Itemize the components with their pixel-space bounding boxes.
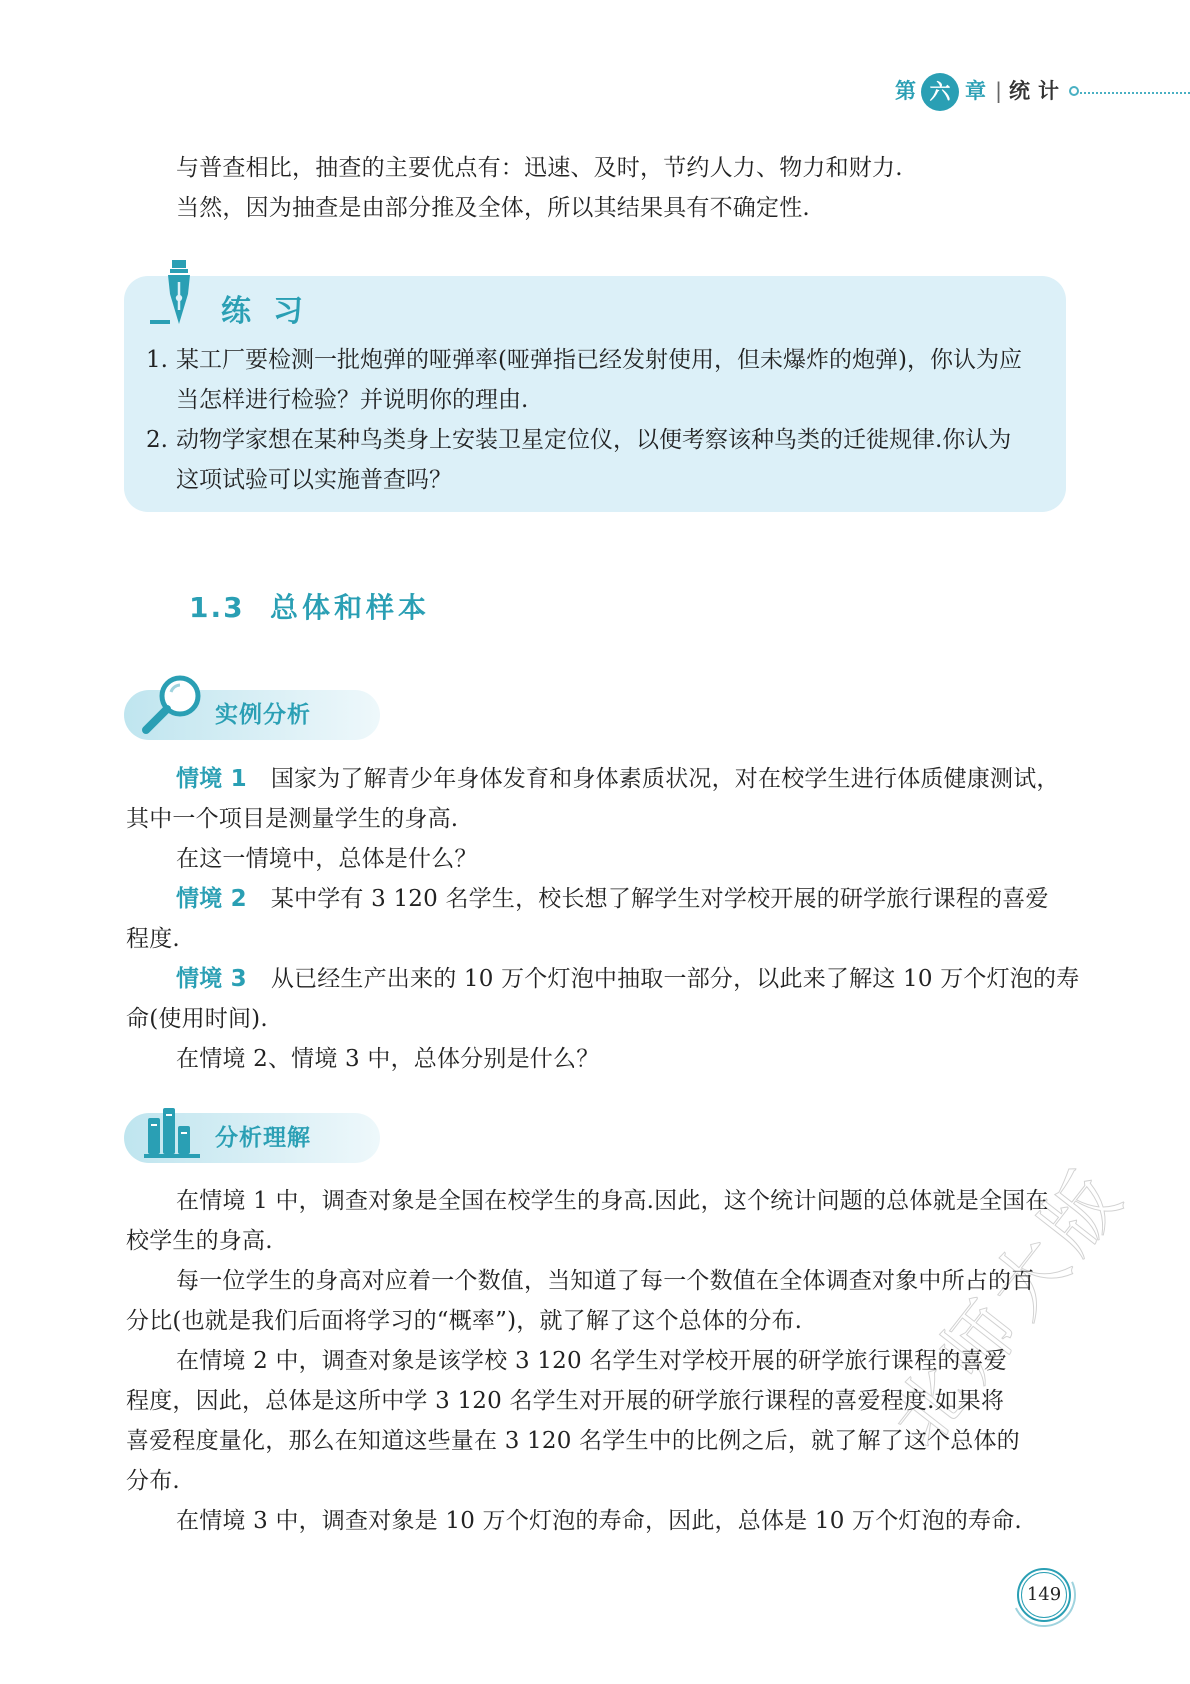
situation-2-line-2: 程度. <box>126 926 180 952</box>
chapter-label-prefix: 第 <box>895 79 916 103</box>
magnifier-icon <box>138 670 208 740</box>
situation-1-line-2: 其中一个项目是测量学生的身高. <box>126 806 459 832</box>
analysis-label: 分析理解 <box>215 1125 311 1151</box>
header-dotted-rule <box>1080 92 1190 94</box>
chapter-title: 统计 <box>1009 79 1067 103</box>
analysis-p1-line-1: 在情境 1 中，调查对象是全国在校学生的身高.因此，这个统计问题的总体就是全国在 <box>176 1188 1049 1214</box>
chapter-number-badge: 六 <box>921 73 959 111</box>
analysis-p3-line-2: 程度，因此，总体是这所中学 3 120 名学生对开展的研学旅行课程的喜爱程度.如果将 <box>126 1388 1005 1414</box>
question-2: 在情境 2、情境 3 中，总体分别是什么？ <box>176 1046 600 1072</box>
fountain-pen-icon <box>148 258 208 330</box>
header-dot-icon <box>1069 86 1079 96</box>
exercise-item-1-line-1: 某工厂要检测一批炮弹的哑弹率(哑弹指已经发射使用，但未爆炸的炮弹)，你认为应 <box>176 347 1022 373</box>
situation-1-label: 情境 1 <box>176 766 247 792</box>
exercise-item-2-line-1: 动物学家想在某种鸟类身上安装卫星定位仪，以便考察该种鸟类的迁徙规律.你认为 <box>176 427 1012 453</box>
books-icon <box>144 1104 204 1160</box>
exercise-item-1-number: 1. <box>146 347 168 373</box>
analysis-p3-line-1: 在情境 2 中，调查对象是该学校 3 120 名学生对学校开展的研学旅行课程的喜爱 <box>176 1348 1007 1374</box>
intro-line-1: 与普查相比，抽查的主要优点有：迅速、及时，节约人力、物力和财力. <box>176 155 903 181</box>
analysis-p3-line-4: 分布. <box>126 1468 180 1494</box>
exercise-title: 练习 <box>221 294 325 329</box>
chapter-label-suffix: 章 <box>965 79 986 103</box>
section-number: 1.3 <box>189 591 245 624</box>
analysis-p1-line-2: 校学生的身高. <box>126 1228 273 1254</box>
analysis-p2-line-2: 分比(也就是我们后面将学习的“概率”)，就了解了这个总体的分布. <box>126 1308 803 1334</box>
header-separator: | <box>995 79 1003 103</box>
exercise-item-2-line-2: 这项试验可以实施普查吗？ <box>176 467 452 493</box>
situation-3-line-2: 命(使用时间). <box>126 1006 268 1032</box>
example-analysis-label: 实例分析 <box>215 702 311 728</box>
situation-1-text: 国家为了解青少年身体发育和身体素质状况，对在校学生进行体质健康测试， <box>270 766 1060 792</box>
situation-2-label: 情境 2 <box>176 886 247 912</box>
intro-line-2: 当然，因为抽查是由部分推及全体，所以其结果具有不确定性. <box>176 195 810 221</box>
situation-2-line-1 <box>176 879 1049 919</box>
publisher-watermark: 北师大版 <box>872 1151 1143 1463</box>
situation-2-text: 某中学有 3 120 名学生，校长想了解学生对学校开展的研学旅行课程的喜爱 <box>270 886 1049 912</box>
analysis-p3-line-3: 喜爱程度量化，那么在知道这些量在 3 120 名学生中的比例之后，就了解了这个总体的 <box>126 1428 1020 1454</box>
page-number: 149 <box>1021 1572 1067 1618</box>
analysis-p2-line-1: 每一位学生的身高对应着一个数值，当知道了每一个数值在全体调查对象中所占的百 <box>176 1268 1035 1294</box>
analysis-p4-line-1: 在情境 3 中，调查对象是 10 万个灯泡的寿命，因此，总体是 10 万个灯泡的寿命. <box>176 1508 1022 1534</box>
situation-3-label: 情境 3 <box>176 966 247 992</box>
section-title: 总体和样本 <box>270 591 431 624</box>
exercise-item-2-number: 2. <box>146 427 168 453</box>
question-1: 在这一情境中，总体是什么？ <box>176 846 478 872</box>
situation-1-line-1 <box>176 759 1060 799</box>
situation-3-line-1 <box>176 959 1079 999</box>
situation-3-text: 从已经生产出来的 10 万个灯泡中抽取一部分，以此来了解这 10 万个灯泡的寿 <box>270 966 1080 992</box>
exercise-item-1-line-2: 当怎样进行检验？并说明你的理由. <box>176 387 529 413</box>
